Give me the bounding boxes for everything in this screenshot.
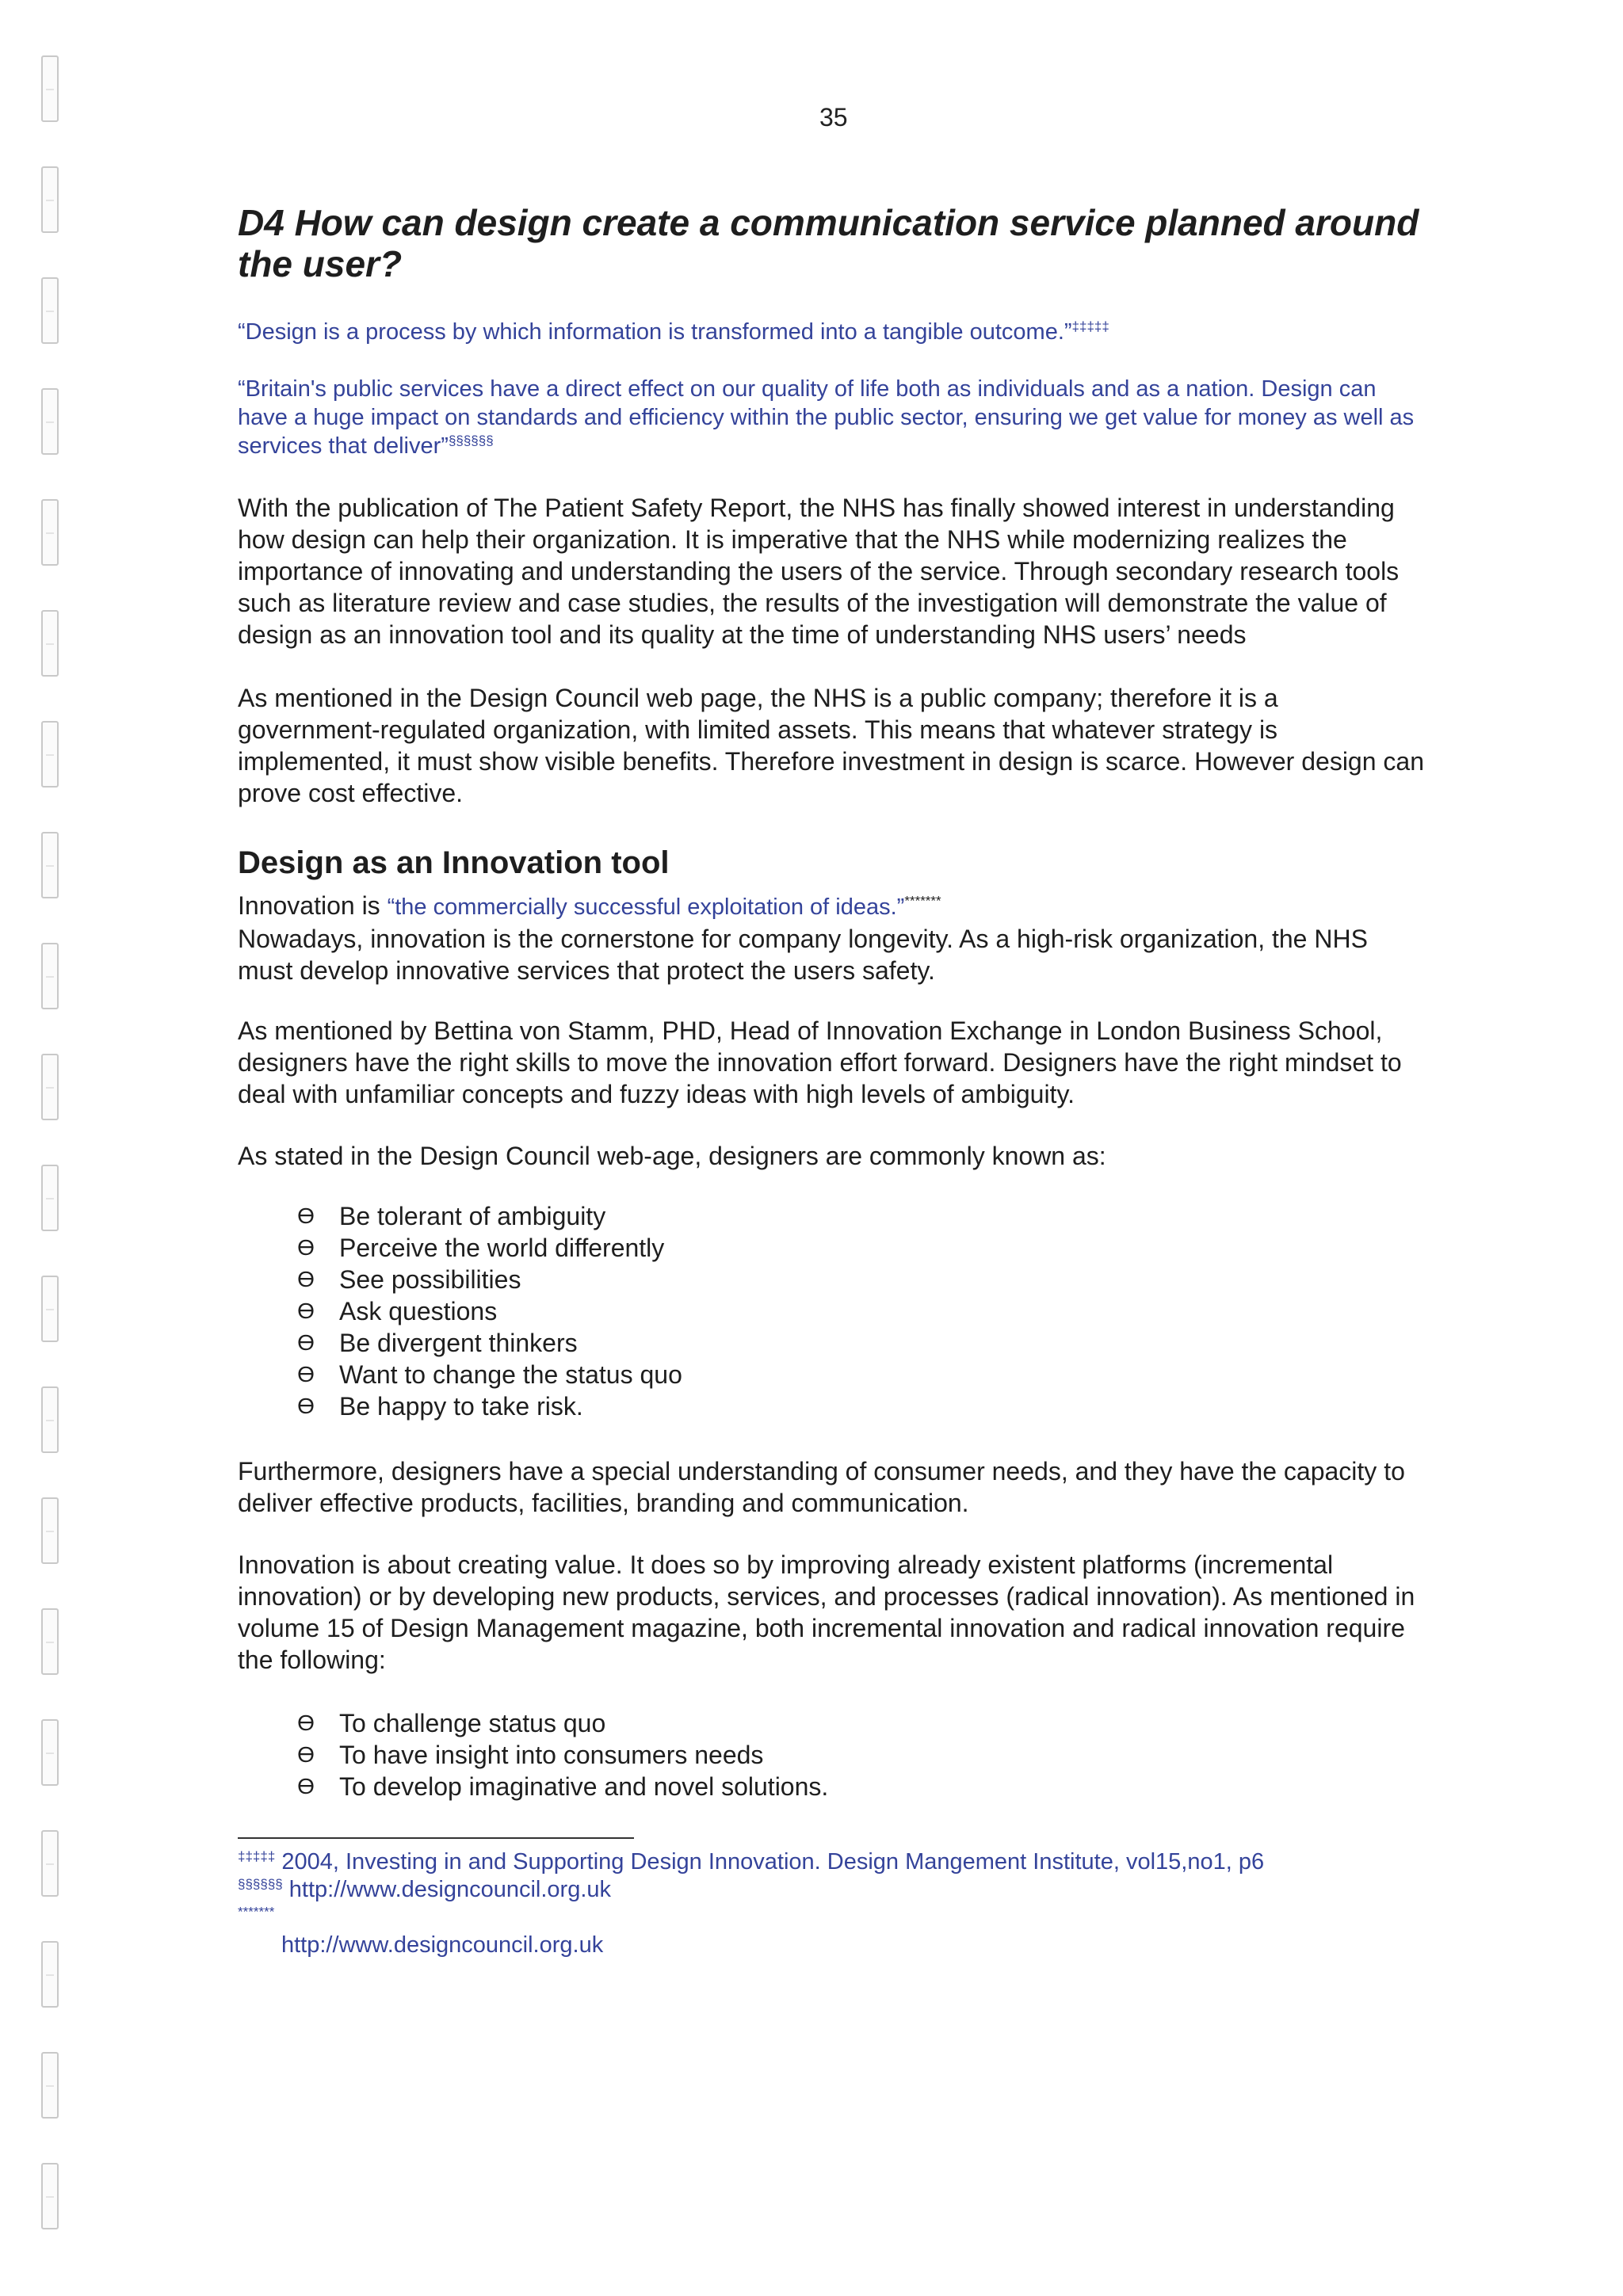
bullet-icon: ϴ [297, 1711, 315, 1735]
footnote-text: http://www.designcouncil.org.uk [282, 1877, 612, 1902]
paragraph-design-council: As mentioned in the Design Council web page, the NHS is a public company; therefore it is a government-regulated organization, with limited assets. This means that whatever strategy is implemented, it must show visible benefits. Therefore investment in design is scarce. However design can prove cost effective. [238, 684, 1424, 807]
list-item-text: To develop imaginative and novel solutions. [339, 1772, 829, 1801]
binding-ring [41, 1276, 59, 1342]
innovation-quote: “the commercially successful exploitation of ideas.” [387, 894, 905, 920]
list-item [238, 1707, 1426, 1739]
bullet-icon: ϴ [297, 1362, 315, 1386]
binding-ring [41, 2163, 59, 2229]
footnote-marker: §§§§§§ [448, 433, 494, 448]
paragraph-creating-value: Innovation is about creating value. It does so by improving already existent platforms (incremental innovation) or by developing new products, services, and processes (radical innovation). As mentioned in volume 15 of Design Management magazine, both incremental innovation and radical innovation require the following: [238, 1550, 1415, 1674]
innovation-prefix: Innovation is [238, 891, 388, 920]
binding-ring [41, 610, 59, 677]
paragraph-cornerstone: Nowadays, innovation is the cornerstone for company longevity. As a high-risk organization, the NHS must develop innovative services that protect the users safety. [238, 925, 1368, 985]
list-item [238, 1771, 1426, 1802]
paragraph-patient-safety: With the publication of The Patient Safety Report, the NHS has finally showed interest in understanding how design can help their organization. It is imperative that the NHS while modernizing realizes the importance of innovating and understanding the users of the service. Through secondary research tools such as literature review and case studies, the results of the investigation will demonstrate the value of design as an innovation tool and its quality at the time of understanding NHS users’ needs [238, 494, 1400, 649]
binding-ring [41, 1497, 59, 1564]
list-item-text: To have insight into consumers needs [339, 1741, 764, 1769]
bullet-icon: ϴ [297, 1267, 315, 1291]
main-content [238, 202, 1426, 1959]
footnote-marker: §§§§§§ [238, 1876, 283, 1892]
footnote-text: 2004, Investing in and Supporting Design Innovation. Design Mangement Institute, vol15,no1, p6 [275, 1849, 1265, 1875]
binding-ring [41, 1054, 59, 1120]
design-definition-quote [238, 318, 1426, 346]
footnote-marker: ‡‡‡‡‡ [238, 1848, 276, 1864]
binding-ring [41, 1386, 59, 1453]
binding-ring [41, 1941, 59, 2008]
bullet-icon: ϴ [297, 1774, 315, 1798]
list-item [238, 1739, 1426, 1771]
quote-text: “Design is a process by which information is transformed into a tangible outcome.” [238, 319, 1072, 345]
binding-ring [41, 388, 59, 455]
bullet-icon: ϴ [297, 1330, 315, 1355]
footnote-text: http://www.designcouncil.org.uk [281, 1932, 604, 1958]
list-item [238, 1295, 1426, 1327]
paragraph-bettina: As mentioned by Bettina von Stamm, PHD, Head of Innovation Exchange in London Business School, designers have the right skills to move the innovation effort forward. Designers have the right mindset to deal with unfamiliar concepts and fuzzy ideas with high levels of ambiguity. [238, 1016, 1402, 1108]
footnote [238, 1848, 1426, 1876]
list-item [238, 1327, 1426, 1359]
bullet-icon: ϴ [297, 1742, 315, 1767]
bullet-icon: ϴ [297, 1235, 315, 1260]
subheading-innovation-tool: Design as an Innovation tool [238, 845, 670, 880]
footnote-marker: ******* [904, 893, 941, 909]
list-item-text: See possibilities [339, 1265, 521, 1294]
binding-ring [41, 277, 59, 344]
binding-ring [41, 721, 59, 788]
footnote-separator [238, 1837, 634, 1839]
footnote-marker: ******* [238, 1904, 275, 1920]
binding-ring [41, 832, 59, 898]
binding-ring [41, 2052, 59, 2119]
section-heading: D4 How can design create a communication service planned around the user? [238, 202, 1419, 284]
innovation-requirements-list [238, 1707, 1426, 1802]
binding-ring [41, 1719, 59, 1786]
bullet-icon: ϴ [297, 1299, 315, 1323]
footnote [238, 1904, 1426, 1959]
page-number: 35 [819, 103, 848, 132]
bullet-icon: ϴ [297, 1203, 315, 1228]
binding-ring [41, 1165, 59, 1231]
list-item-text: Perceive the world differently [339, 1234, 665, 1262]
binding-ring [41, 1830, 59, 1897]
list-item [238, 1359, 1426, 1390]
list-item [238, 1200, 1426, 1232]
binding-ring [41, 55, 59, 122]
list-item-text: Be tolerant of ambiguity [339, 1202, 606, 1230]
footnotes [238, 1848, 1426, 1959]
list-item-text: Ask questions [339, 1297, 498, 1325]
innovation-definition [238, 890, 1426, 923]
designer-traits-list [238, 1200, 1426, 1422]
list-item-text: Be divergent thinkers [339, 1329, 578, 1357]
spiral-binding [32, 0, 63, 2296]
list-item [238, 1390, 1426, 1422]
list-item [238, 1264, 1426, 1295]
binding-ring [41, 943, 59, 1009]
binding-ring [41, 1608, 59, 1675]
binding-ring [41, 166, 59, 233]
list-item-text: Be happy to take risk. [339, 1392, 583, 1421]
footnote [238, 1876, 1426, 1904]
public-services-quote [238, 375, 1426, 460]
paragraph-consumer-needs: Furthermore, designers have a special understanding of consumer needs, and they have the capacity to deliver effective products, facilities, branding and communication. [238, 1457, 1405, 1517]
bullet-icon: ϴ [297, 1394, 315, 1418]
list-item-text: To challenge status quo [339, 1709, 606, 1737]
list-item-text: Want to change the status quo [339, 1360, 682, 1389]
paragraph-design-council-list-intro: As stated in the Design Council web-age, designers are commonly known as: [238, 1142, 1106, 1170]
quote-text: “Britain's public services have a direct effect on our quality of life both as individuals and as a nation. Design can have a huge impact on standards and efficiency within the public sector, ensuring we get value for money as well as services that deliver” [238, 376, 1415, 459]
list-item [238, 1232, 1426, 1264]
footnote-marker: ‡‡‡‡‡ [1071, 318, 1109, 334]
binding-ring [41, 499, 59, 566]
